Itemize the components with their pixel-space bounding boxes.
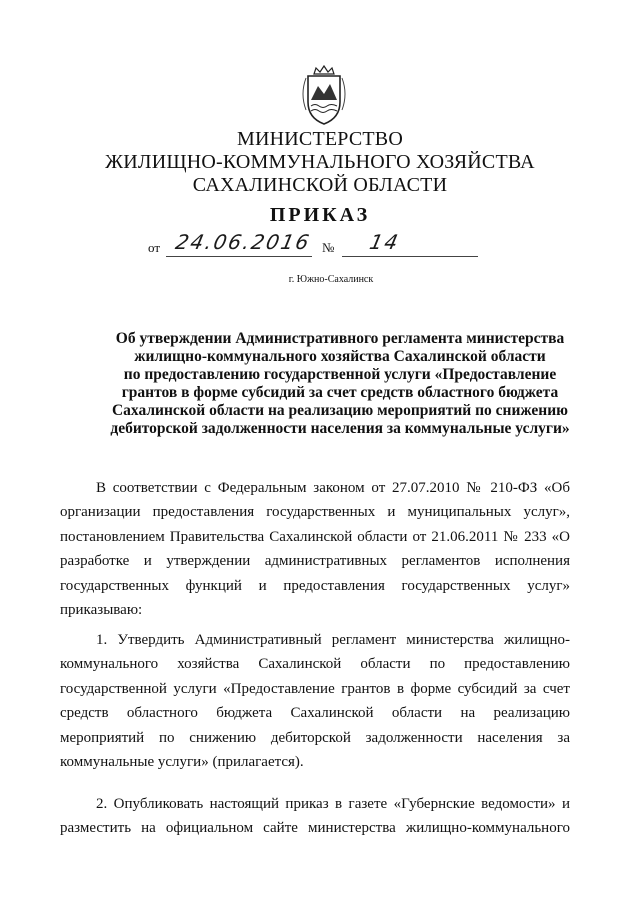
body-line: мероприятий по снижению дебиторской задолженности населения за — [60, 729, 570, 746]
title-line: грантов в форме субсидий за счет средств областного бюджета — [121, 384, 559, 401]
body-line: государственной услуги «Предоставление грантов в форме субсидий за счет — [60, 680, 570, 697]
body-line: разместить на официальном сайте министерства жилищно-коммунального — [60, 820, 570, 837]
title-line: по предоставлению государственной услуги «Предоставление — [123, 366, 557, 383]
title-line: Об утверждении Административного регламента министерства — [115, 330, 565, 347]
body-line: организации предоставления государственных и муниципальных услуг», — [60, 504, 570, 521]
ministry-name-line1: МИНИСТЕРСТВО — [237, 128, 403, 150]
order-item-2 — [60, 792, 570, 841]
body-line: коммунального хозяйства Сахалинской области по предоставлению — [60, 656, 570, 673]
body-line: постановлением Правительства Сахалинской области от 21.06.2011 № 233 «О — [60, 528, 570, 545]
body-line: приказываю: — [60, 602, 143, 619]
city-name: г. Южно-Сахалинск — [288, 274, 374, 285]
handwritten-number: 14 — [367, 230, 403, 254]
body-line: В соответствии с Федеральным законом от 27.07.2010 № 210-ФЗ «Об — [96, 480, 570, 496]
ministry-name-line2: ЖИЛИЩНО-КОММУНАЛЬНОГО ХОЗЯЙСТВА — [105, 151, 535, 173]
number-underline — [342, 256, 478, 257]
handwritten-date: 24.06.2016 — [173, 230, 314, 254]
title-line: дебиторской задолженности населения за коммунальные услуги» — [110, 420, 570, 437]
date-label: от — [148, 240, 161, 255]
order-item-1 — [60, 628, 570, 774]
title-line: Сахалинской области на реализацию мероприятий по снижению — [111, 402, 569, 419]
body-line: разработке и утверждении административных регламентов исполнения — [60, 553, 570, 570]
date-number-row — [148, 230, 478, 264]
title-line: жилищно-коммунального хозяйства Сахалинской области — [134, 348, 546, 365]
document-type-title: ПРИКАЗ — [269, 204, 371, 226]
order-title — [80, 330, 600, 438]
date-underline — [166, 256, 312, 257]
coat-of-arms-emblem — [296, 64, 352, 128]
body-line: средств областного бюджета Сахалинской области на реализацию — [60, 705, 570, 722]
ministry-name-line3: САХАЛИНСКОЙ ОБЛАСТИ — [192, 174, 448, 196]
body-line: 1. Утвердить Административный регламент министерства жилищно- — [96, 632, 570, 648]
body-line: 2. Опубликовать настоящий приказ в газете «Губернские ведомости» и — [96, 796, 570, 812]
preamble-paragraph — [60, 476, 570, 622]
number-label: № — [322, 240, 335, 255]
body-line: коммунальные услуги» (прилагается). — [60, 754, 304, 771]
body-line: государственных функций и предоставления государственных услуг» — [60, 577, 570, 594]
